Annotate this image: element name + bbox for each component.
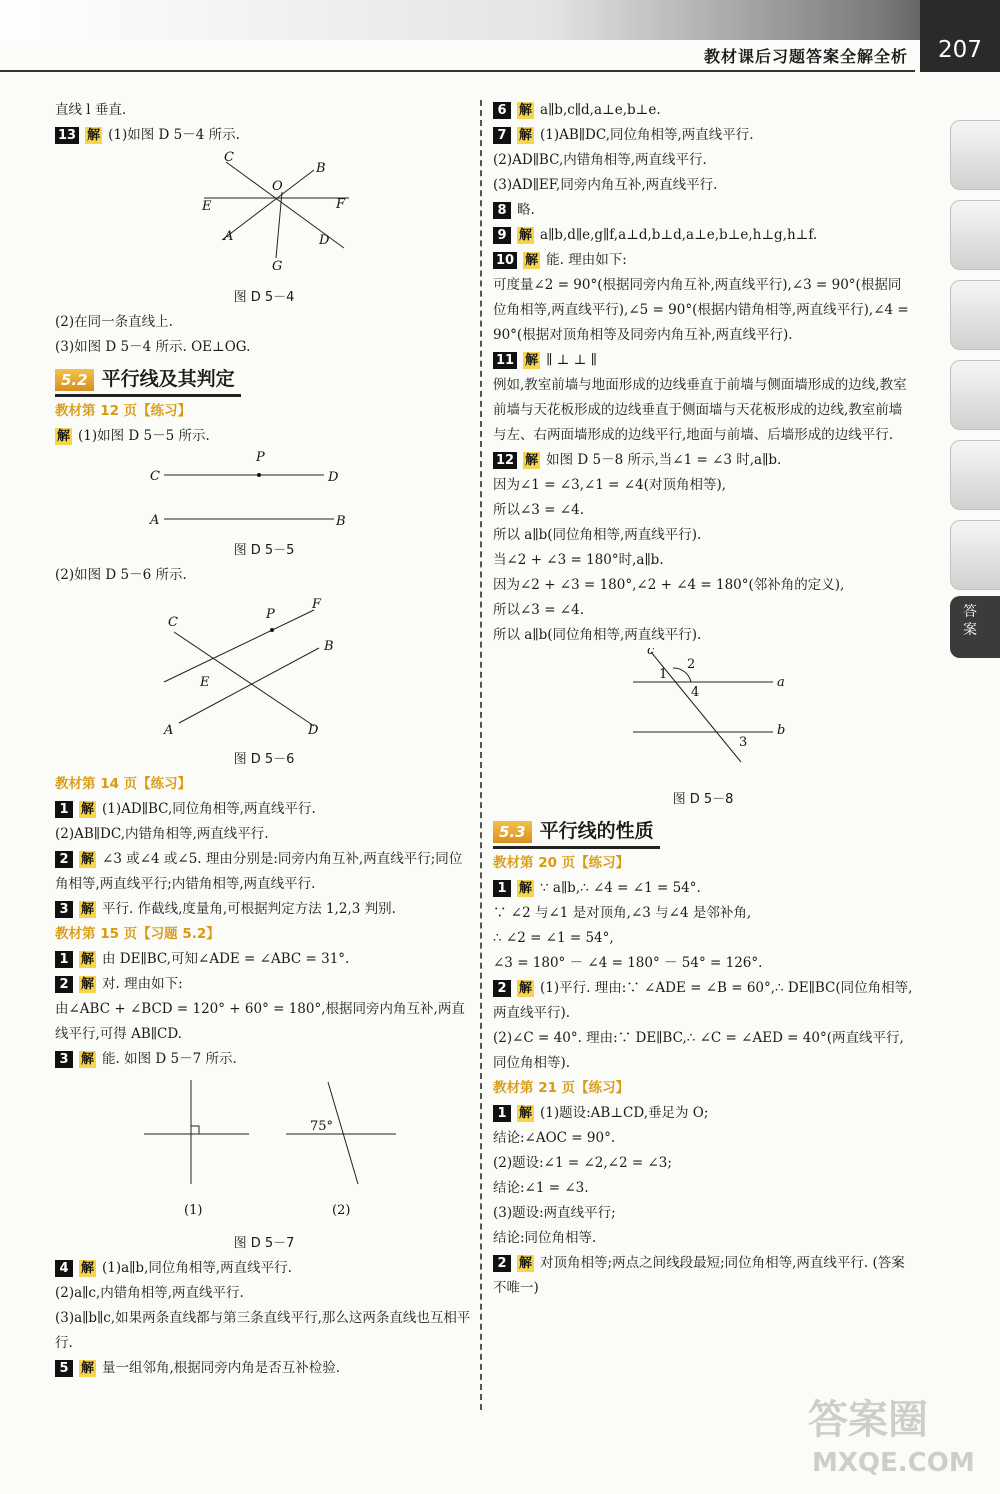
figure-d5-4-diagram xyxy=(164,148,364,276)
angle-label: 75° xyxy=(310,1119,334,1134)
answer-text: (2)∠C = 40°. 理由:∵ DE∥BC,∴ ∠C = ∠AED = 40°(两直线平行,同位角相等). xyxy=(493,1030,904,1071)
question-number: 6 xyxy=(493,102,511,119)
header-rule xyxy=(0,70,915,72)
label-a: A xyxy=(164,723,174,738)
answer-tag: 解 xyxy=(519,981,533,996)
label-d: D xyxy=(319,233,330,248)
figure-caption: 图 D 5－8 xyxy=(672,792,734,807)
page-number: 207 xyxy=(920,0,1000,72)
answer-text: (2)AB∥DC,内错角相等,两直线平行. xyxy=(55,826,269,842)
answer-text: ∥ ⊥ ⊥ ∥ xyxy=(546,352,597,368)
answer-text: (3)AD∥EF,同旁内角互补,两直线平行. xyxy=(493,177,718,193)
left-column xyxy=(55,98,473,1381)
question-number: 10 xyxy=(493,252,517,269)
label-c: C xyxy=(150,469,160,484)
question-number: 2 xyxy=(493,980,511,997)
label-f: F xyxy=(312,597,322,612)
answer-tag: 解 xyxy=(519,228,533,243)
label-a: A xyxy=(224,229,234,244)
angle-4: 4 xyxy=(691,685,700,700)
angle-3: 3 xyxy=(739,735,748,750)
question-number: 3 xyxy=(55,901,73,918)
watermark-logo: 答案圈 xyxy=(808,1397,928,1443)
figure-d5-8 xyxy=(493,648,913,812)
label-g: G xyxy=(272,259,283,274)
question-number: 8 xyxy=(493,202,511,219)
side-tab-char-1: 答 xyxy=(963,604,977,620)
figure-caption: 图 D 5－7 xyxy=(233,1236,295,1251)
answer-tag: 解 xyxy=(87,128,101,143)
answer-tag: 解 xyxy=(81,852,95,867)
answer-tag: 解 xyxy=(525,353,539,368)
subheading: 教材第 12 页【练习】 xyxy=(55,403,192,419)
answer-text: (2)如图 D 5－6 所示. xyxy=(55,567,187,583)
label-e: E xyxy=(200,675,210,690)
sub-figure-label: (1) xyxy=(184,1203,203,1218)
answer-text: a∥b,c∥d,a⊥e,b⊥e. xyxy=(540,102,661,118)
question-number: 7 xyxy=(493,127,511,144)
question-number: 3 xyxy=(55,1051,73,1068)
question-number: 11 xyxy=(493,352,517,369)
top-banner xyxy=(0,0,1000,40)
section-title: 平行线及其判定 xyxy=(101,368,235,390)
answer-tag: 解 xyxy=(519,1256,533,1271)
answer-text: 因为∠1 = ∠3,∠1 = ∠4(对顶角相等), xyxy=(493,477,727,493)
side-tab-5[interactable] xyxy=(950,440,1000,510)
section-heading-5-3 xyxy=(493,816,660,849)
sub-figure-label: (2) xyxy=(332,1203,351,1218)
answer-text: 因为∠2 + ∠3 = 180°,∠2 + ∠4 = 180°(邻补角的定义), xyxy=(493,577,845,593)
answer-tag: 解 xyxy=(81,1052,95,1067)
figure-d5-7 xyxy=(55,1072,473,1256)
answer-text: 所以∠3 = ∠4. xyxy=(493,602,584,618)
answer-text: 能. 理由如下: xyxy=(546,252,627,268)
answer-text: (3)如图 D 5－4 所示. OE⊥OG. xyxy=(55,339,251,355)
question-number: 1 xyxy=(55,951,73,968)
header-title: 教材课后习题答案全解全析 xyxy=(703,47,908,66)
figure-caption: 图 D 5－6 xyxy=(233,752,295,767)
answer-tag: 解 xyxy=(81,802,95,817)
label-d: D xyxy=(328,470,339,485)
answer-text: (2)a∥c,内错角相等,两直线平行. xyxy=(55,1285,244,1301)
question-number: 2 xyxy=(55,976,73,993)
side-tab-3[interactable] xyxy=(950,280,1000,350)
angle-2: 2 xyxy=(687,657,696,672)
answer-text: 结论:∠AOC = 90°. xyxy=(493,1130,616,1146)
figure-d5-8-diagram xyxy=(573,648,833,778)
figure-caption: 图 D 5－5 xyxy=(233,543,295,558)
question-number: 2 xyxy=(55,851,73,868)
answer-tag: 解 xyxy=(81,1361,95,1376)
figure-d5-6 xyxy=(55,588,473,772)
answer-text: ∵ a∥b,∴ ∠4 = ∠1 = 54°. xyxy=(540,880,701,896)
answer-text: 如图 D 5－8 所示,当∠1 = ∠3 时,a∥b. xyxy=(546,452,782,468)
question-number: 2 xyxy=(493,1255,511,1272)
figure-d5-7-diagram xyxy=(114,1072,414,1222)
answer-text: 由∠ABC + ∠BCD = 120° + 60° = 180°,根据同旁内角互补,两直线平行,可得 AB∥CD. xyxy=(55,1001,465,1042)
answer-text: 结论:∠1 = ∠3. xyxy=(493,1180,589,1196)
answer-text: ∠3 或∠4 或∠5. 理由分别是:同旁内角互补,两直线平行;同位角相等,两直线平行;内错角相等,两直线平行. xyxy=(55,851,463,892)
label-f: F xyxy=(336,197,346,212)
section-number: 5.3 xyxy=(493,821,532,843)
side-tab-6[interactable] xyxy=(950,520,1000,590)
label-a: a xyxy=(777,675,785,690)
answer-tag: 解 xyxy=(525,253,539,268)
right-column xyxy=(493,98,913,1301)
section-title: 平行线的性质 xyxy=(539,820,654,842)
label-o: O xyxy=(272,179,283,194)
answer-text: (3)a∥b∥c,如果两条直线都与第三条直线平行,那么这两条直线也互相平行. xyxy=(55,1310,471,1351)
answer-text: 量一组邻角,根据同旁内角是否互补检验. xyxy=(102,1360,341,1376)
subheading: 教材第 15 页【习题 5.2】 xyxy=(55,926,220,942)
answer-text: 所以∠3 = ∠4. xyxy=(493,502,584,518)
label-b: B xyxy=(336,514,346,529)
label-p: P xyxy=(266,607,275,622)
answer-text: (1)如图 D 5－5 所示. xyxy=(78,428,210,444)
answer-text: 略. xyxy=(517,202,535,218)
column-divider xyxy=(480,100,482,1410)
answer-text: (2)AD∥BC,内错角相等,两直线平行. xyxy=(493,152,707,168)
section-number: 5.2 xyxy=(55,369,94,391)
answer-text: (2)在同一条直线上. xyxy=(55,314,173,330)
answer-text: (1)如图 D 5－4 所示. xyxy=(108,127,240,143)
label-b: B xyxy=(316,161,326,176)
answer-text: (1)AB∥DC,同位角相等,两直线平行. xyxy=(540,127,754,143)
answer-text: (1)题设:AB⊥CD,垂足为 O; xyxy=(540,1105,709,1121)
answer-tag: 解 xyxy=(81,977,95,992)
angle-1: 1 xyxy=(659,667,668,682)
figure-d5-5 xyxy=(55,449,473,563)
question-number: 13 xyxy=(55,127,79,144)
subheading: 教材第 20 页【练习】 xyxy=(493,855,630,871)
answer-text: 例如,教室前墙与地面形成的边线垂直于前墙与侧面墙形成的边线,教室前墙与天花板形成的边线垂直于侧面墙与天花板形成的边线,教室前墙与左、右两面墙形成的边线平行,地面与前墙、后墙形成的边线平行. xyxy=(493,377,907,443)
label-a: A xyxy=(150,513,160,528)
answer-text: 平行. 作截线,度量角,可根据判定方法 1,2,3 判别. xyxy=(102,901,396,917)
label-d: D xyxy=(308,723,319,738)
question-number: 1 xyxy=(493,880,511,897)
subheading: 教材第 21 页【练习】 xyxy=(493,1080,630,1096)
question-number: 9 xyxy=(493,227,511,244)
answer-text: 所以 a∥b(同位角相等,两直线平行). xyxy=(493,627,702,643)
answer-text: 对. 理由如下: xyxy=(102,976,183,992)
question-number: 5 xyxy=(55,1360,73,1377)
section-heading-5-2 xyxy=(55,364,241,397)
answer-tag: 解 xyxy=(81,952,95,967)
side-tab-4[interactable] xyxy=(950,360,1000,430)
answer-text: 结论:同位角相等. xyxy=(493,1230,597,1246)
answer-text: (3)题设:两直线平行; xyxy=(493,1205,616,1221)
answer-text: (1)a∥b,同位角相等,两直线平行. xyxy=(102,1260,292,1276)
answer-tag: 解 xyxy=(519,881,533,896)
answer-tag: 解 xyxy=(519,128,533,143)
label-b: B xyxy=(324,639,334,654)
answer-tag: 解 xyxy=(519,1106,533,1121)
answer-text: (1)平行. 理由:∵ ∠ADE = ∠B = 60°,∴ DE∥BC(同位角相等,两直线平行). xyxy=(493,980,913,1021)
figure-d5-5-diagram xyxy=(144,449,384,529)
side-tab-answers[interactable] xyxy=(950,596,1000,658)
question-number: 1 xyxy=(55,801,73,818)
answer-text: (1)AD∥BC,同位角相等,两直线平行. xyxy=(102,801,316,817)
answer-text: (2)题设:∠1 = ∠2,∠2 = ∠3; xyxy=(493,1155,672,1171)
answer-tag: 解 xyxy=(57,429,71,444)
answer-text: 可度量∠2 = 90°(根据同旁内角互补,两直线平行),∠3 = 90°(根据同位角相等,两直线平行),∠5 = 90°(根据内错角相等,两直线平行),∠4 = 90°(根据对顶角相等及同旁内角互补,两直线平行). xyxy=(493,277,909,343)
side-tab-2[interactable] xyxy=(950,200,1000,270)
answer-text: ∴ ∠2 = ∠1 = 54°, xyxy=(493,930,614,946)
answer-text: 当∠2 + ∠3 = 180°时,a∥b. xyxy=(493,552,664,568)
watermark-site: MXQE.COM xyxy=(812,1448,975,1478)
answer-text: 所以 a∥b(同位角相等,两直线平行). xyxy=(493,527,702,543)
answer-text: ∠3 = 180° － ∠4 = 180° － 54° = 126°. xyxy=(493,955,763,971)
question-number: 12 xyxy=(493,452,517,469)
answer-text: 能. 如图 D 5－7 所示. xyxy=(102,1051,237,1067)
answer-text: ∵ ∠2 与∠1 是对顶角,∠3 与∠4 是邻补角, xyxy=(493,905,752,921)
answer-tag: 解 xyxy=(525,453,539,468)
figure-d5-4 xyxy=(55,148,473,310)
answer-text: 对顶角相等;两点之间线段最短;同位角相等,两直线平行. (答案不唯一) xyxy=(493,1255,905,1296)
label-b: b xyxy=(777,723,786,738)
answer-tag: 解 xyxy=(81,1261,95,1276)
figure-caption: 图 D 5－4 xyxy=(233,290,295,305)
answer-tag: 解 xyxy=(81,902,95,917)
label-c: C xyxy=(224,150,234,165)
label-e: E xyxy=(202,199,212,214)
side-tab-1[interactable] xyxy=(950,120,1000,190)
answer-text: a∥b,d∥e,g∥f,a⊥d,b⊥d,a⊥e,b⊥e,h⊥g,h⊥f. xyxy=(540,227,818,243)
answer-tag: 解 xyxy=(519,103,533,118)
line: 直线 l 垂直. xyxy=(55,102,127,118)
label-c: c xyxy=(647,648,655,658)
question-number: 4 xyxy=(55,1260,73,1277)
answer-text: 由 DE∥BC,可知∠ADE = ∠ABC = 31°. xyxy=(102,951,350,967)
question-number: 1 xyxy=(493,1105,511,1122)
label-p: P xyxy=(256,450,265,465)
label-c: C xyxy=(168,615,178,630)
side-tab-char-2: 案 xyxy=(963,622,977,638)
figure-d5-6-diagram xyxy=(144,588,384,738)
subheading: 教材第 14 页【练习】 xyxy=(55,776,192,792)
